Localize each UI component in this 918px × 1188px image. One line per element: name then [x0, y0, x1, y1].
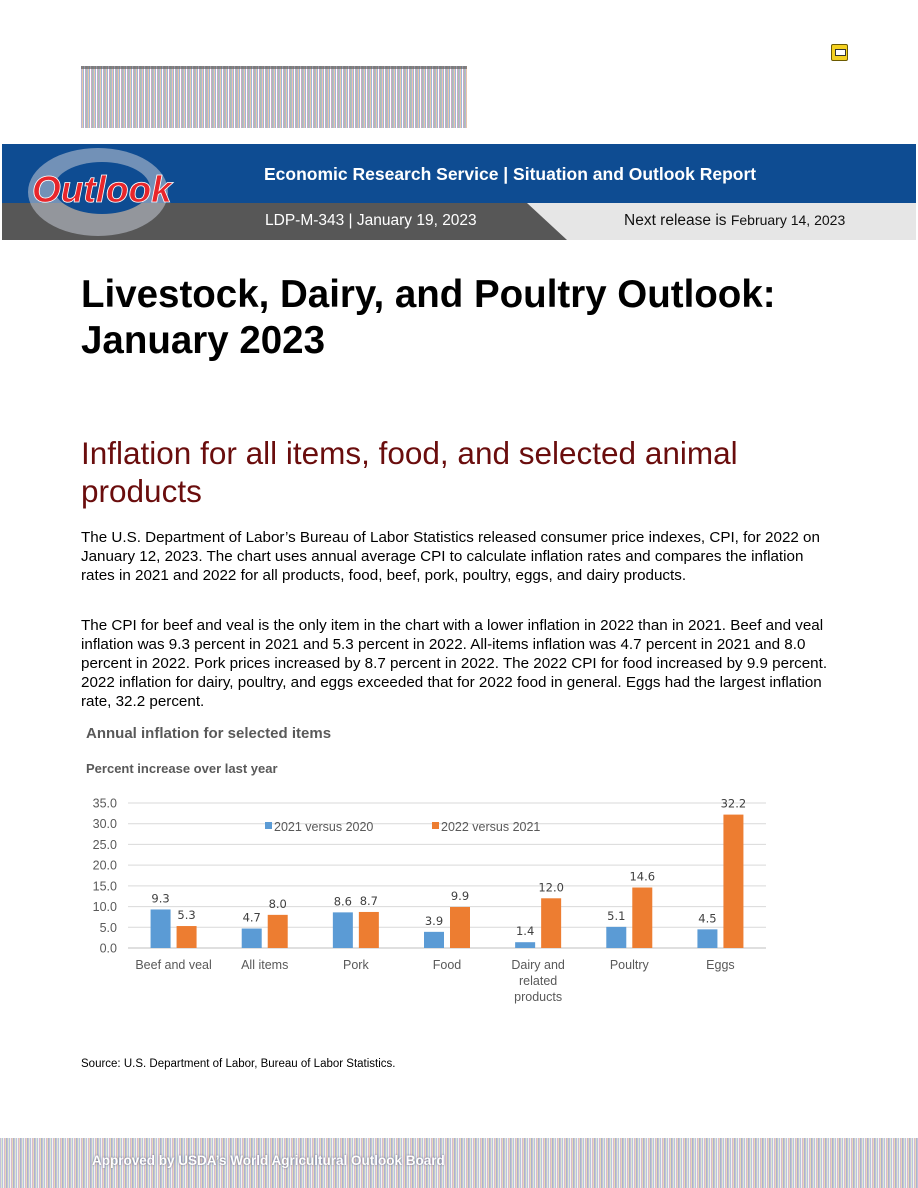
bar — [450, 907, 470, 948]
chart-title: Annual inflation for selected items — [86, 725, 332, 742]
data-label: 9.3 — [151, 891, 170, 906]
bar — [606, 927, 626, 948]
bar — [359, 912, 379, 948]
report-id-line: LDP-M-343 | January 19, 2023 — [265, 212, 477, 229]
data-label: 5.1 — [607, 908, 626, 923]
y-tick-label: 20.0 — [92, 858, 117, 873]
bar — [515, 942, 535, 948]
source-note: Source: U.S. Department of Labor, Bureau of Labor Statistics. — [81, 1058, 396, 1070]
category-label: Beef and veal — [135, 958, 212, 972]
footer-approval: Approved by USDA’s World Agricultural Outlook Board — [92, 1153, 445, 1168]
next-release-date: February 14, 2023 — [730, 212, 846, 228]
legend-label: 2021 versus 2020 — [274, 820, 374, 834]
y-tick-label: 25.0 — [92, 837, 117, 852]
data-label: 32.2 — [720, 796, 747, 811]
category-label: related — [519, 974, 558, 988]
bar — [697, 929, 717, 948]
category-label: Food — [432, 958, 462, 972]
logo-text: Outlook — [32, 169, 172, 210]
legend-label: 2022 versus 2021 — [441, 820, 541, 834]
data-label: 8.0 — [268, 896, 287, 911]
data-label: 3.9 — [424, 913, 444, 928]
section-heading: Inflation for all items, food, and selected animal products — [81, 435, 738, 509]
y-tick-label: 5.0 — [99, 920, 117, 935]
y-tick-label: 30.0 — [92, 817, 117, 832]
y-tick-label: 15.0 — [92, 879, 117, 894]
data-label: 1.4 — [515, 924, 535, 939]
legend-swatch — [432, 822, 439, 829]
bar — [541, 898, 561, 948]
category-label: Pork — [343, 958, 369, 972]
y-tick-label: 0.0 — [99, 941, 117, 956]
bar — [242, 929, 262, 948]
data-label: 12.0 — [538, 880, 564, 895]
data-label: 8.7 — [359, 893, 379, 908]
data-label: 9.9 — [450, 888, 470, 903]
paragraph-2: The CPI for beef and veal is the only item in the chart with a lower inflation in 2022 than in 2021. Beef and veal inflation was 9.3 percent in 2021 and 5.3 percent in 2022. All-items inflation was 4.7 percent in 2021 and 8.0 percent in 2022. Pork prices increased by 8.7 percent in 2022. The 2022 CPI for food increased by 9.9 percent. 2022 inflation for dairy, poultry, and eggs exceeded that for 2022 food in general. Eggs had the largest inflation rate, 32.2 percent. — [81, 617, 828, 710]
bar — [723, 815, 743, 948]
bar — [632, 888, 652, 948]
category-label: Dairy and — [511, 958, 565, 972]
top-barcode-strip — [81, 66, 467, 128]
next-release-label: Next release is — [624, 212, 727, 229]
data-label: 8.6 — [333, 894, 353, 909]
outlook-logo — [20, 144, 190, 240]
category-label: products — [514, 990, 563, 1004]
next-release — [624, 212, 845, 230]
y-tick-label: 10.0 — [92, 900, 117, 915]
paragraph-1: The U.S. Department of Labor’s Bureau of Labor Statistics released consumer price indexes, CPI, for 2022 on January 12, 2023. The chart uses annual average CPI to calculate inflation rates and compares the inflation rates in 2021 and 2022 for all products, food, beef, pork, poultry, eggs, and dairy products. — [81, 529, 820, 584]
comment-note-icon[interactable] — [831, 44, 848, 61]
page-title: Livestock, Dairy, and Poultry Outlook: January 2023 — [81, 273, 776, 362]
bar — [151, 909, 171, 948]
category-label: All items — [241, 958, 289, 972]
data-label: 5.3 — [177, 908, 196, 923]
chart-subtitle: Percent increase over last year — [86, 761, 278, 776]
bar — [333, 912, 353, 948]
inflation-bar-chart — [80, 786, 780, 1016]
bar — [268, 915, 288, 948]
data-label: 4.7 — [242, 910, 261, 925]
y-tick-label: 35.0 — [92, 796, 117, 811]
agency-line: Economic Research Service | Situation and Outlook Report — [264, 164, 757, 184]
data-label: 4.5 — [698, 911, 717, 926]
bar — [177, 926, 197, 948]
data-label: 14.6 — [629, 869, 656, 884]
legend-swatch — [265, 822, 272, 829]
category-label: Poultry — [609, 958, 649, 972]
category-label: Eggs — [706, 958, 735, 972]
bar — [424, 932, 444, 948]
